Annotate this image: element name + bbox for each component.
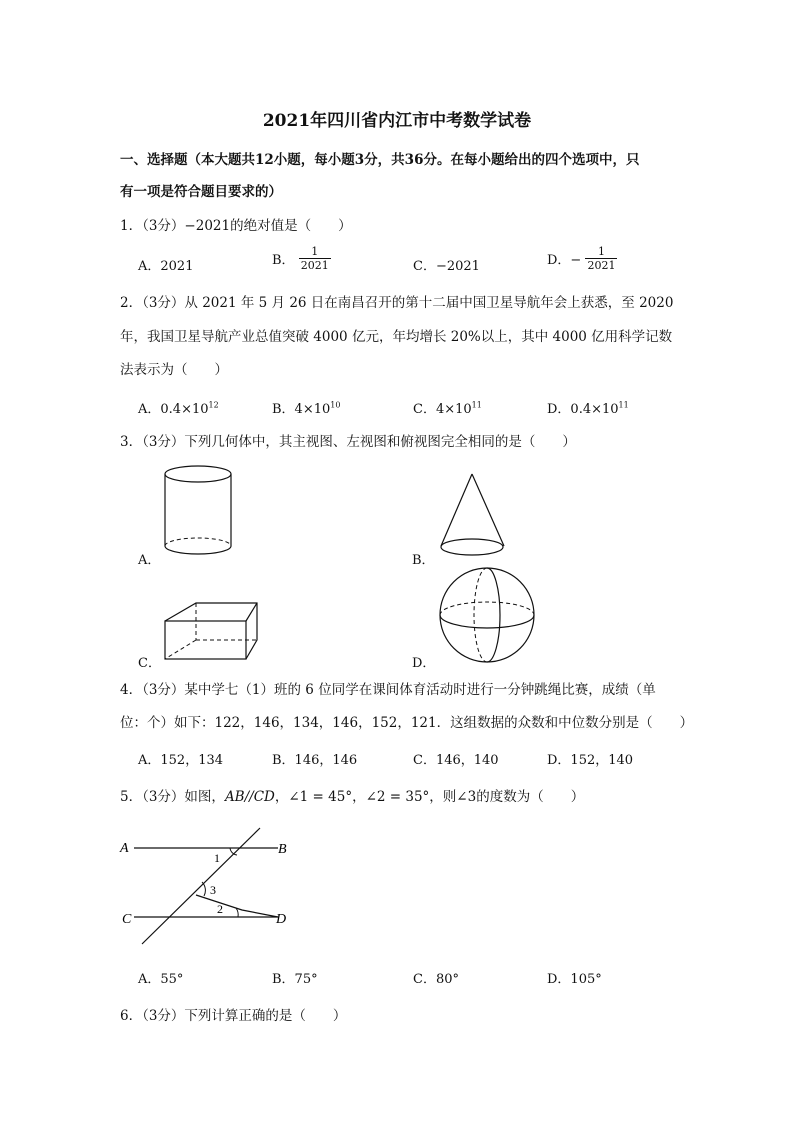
- question-4-line2: 位：个）如下：122，146，134，146，152，121．这组数据的众数和中位数分别是（ ）: [120, 715, 694, 731]
- point-label-a: A: [120, 841, 129, 856]
- point-label-c: C: [122, 912, 132, 927]
- question-4-line1: 4．（3分）某中学七（1）班的 6 位同学在课间体育活动时进行一分钟跳绳比赛，成绩（单: [120, 682, 656, 698]
- cuboid-figure: [162, 600, 262, 665]
- option-exponent: 11: [471, 400, 482, 410]
- q2-option-c: [413, 398, 482, 417]
- q4-option-a: A．152，134: [138, 753, 224, 768]
- sphere-figure: [438, 566, 538, 666]
- q3-option-d-label: D．: [412, 656, 436, 671]
- fraction-denominator: 2021: [300, 259, 329, 272]
- q1-option-d-fraction: [585, 245, 617, 272]
- stem-angles: ，∠1 = 45°，∠2 = 35°，则∠3的度数为（ ）: [274, 789, 585, 805]
- q1-option-a: A．2021: [138, 259, 194, 274]
- fraction-numerator: 1: [299, 245, 331, 259]
- q1-option-b: [272, 245, 331, 272]
- q5-option-d: D．105°: [547, 972, 602, 987]
- option-base: D．0.4×10: [547, 402, 619, 417]
- section-heading-line1: 一、选择题（本大题共12小题，每小题3分，共36分。在每小题给出的四个选项中，只: [120, 152, 640, 168]
- question-3-stem: 3．（3分）下列几何体中，其主视图、左视图和俯视图完全相同的是（ ）: [120, 434, 576, 450]
- q3-option-b-label: B．: [412, 553, 435, 568]
- angle-label-2: 2: [217, 902, 223, 916]
- option-exponent: 11: [618, 400, 629, 410]
- point-label-d: D: [276, 912, 287, 927]
- q2-option-d: [547, 398, 629, 417]
- q3-option-a-label: A．: [138, 553, 161, 568]
- question-2-line3: 法表示为（ ）: [120, 362, 228, 378]
- question-2-line1: 2．（3分）从 2021 年 5 月 26 日在南昌召开的第十二届中国卫星导航年会上获悉，至 2020: [120, 295, 674, 311]
- option-exponent: 10: [330, 400, 341, 410]
- option-exponent: 12: [208, 400, 219, 410]
- q1-option-b-prefix: B．: [272, 253, 295, 268]
- q4-option-d: D．152，140: [547, 753, 634, 768]
- parallel-lines-figure: [118, 822, 298, 952]
- cylinder-figure: [160, 462, 240, 562]
- question-1-stem: 1．（3分）−2021的绝对值是（ ）: [120, 218, 352, 234]
- section-heading-line2: 有一项是符合题目要求的）: [120, 184, 282, 200]
- q5-option-c: C．80°: [413, 972, 459, 987]
- question-2-line2: 年，我国卫星导航产业总值突破 4000 亿元，年均增长 20%以上，其中 4000 亿用科学记数: [120, 329, 673, 345]
- q4-option-c: C．146，140: [413, 753, 499, 768]
- q5-option-a: A．55°: [138, 972, 184, 987]
- q2-option-b: [272, 398, 340, 417]
- question-6-stem: 6．（3分）下列计算正确的是（ ）: [120, 1008, 347, 1024]
- fraction-numerator: 1: [585, 245, 617, 259]
- angle-label-3: 3: [210, 883, 216, 897]
- stem-parallel-expression: AB//CD: [224, 789, 275, 805]
- q5-option-b: B．75°: [272, 972, 318, 987]
- fraction-denominator: 2021: [587, 259, 616, 272]
- stem-prefix: 5．（3分）如图，: [120, 789, 225, 805]
- q1-option-d: [547, 245, 617, 272]
- page-title: 2021年四川省内江市中考数学试卷: [262, 111, 532, 131]
- point-label-b: B: [278, 842, 287, 857]
- q2-option-a: [138, 398, 219, 417]
- q3-option-c-label: C．: [138, 656, 161, 671]
- option-base: A．0.4×10: [138, 402, 209, 417]
- angle-label-1: 1: [214, 851, 220, 865]
- q1-option-b-fraction: [299, 245, 331, 272]
- option-base: B．4×10: [272, 402, 331, 417]
- option-base: C．4×10: [413, 402, 472, 417]
- cone-figure: [436, 470, 516, 560]
- question-5-stem: [120, 785, 584, 805]
- q1-option-c: C．−2021: [413, 259, 480, 274]
- q1-option-d-prefix: D．−: [547, 253, 582, 268]
- q4-option-b: B．146，146: [272, 753, 358, 768]
